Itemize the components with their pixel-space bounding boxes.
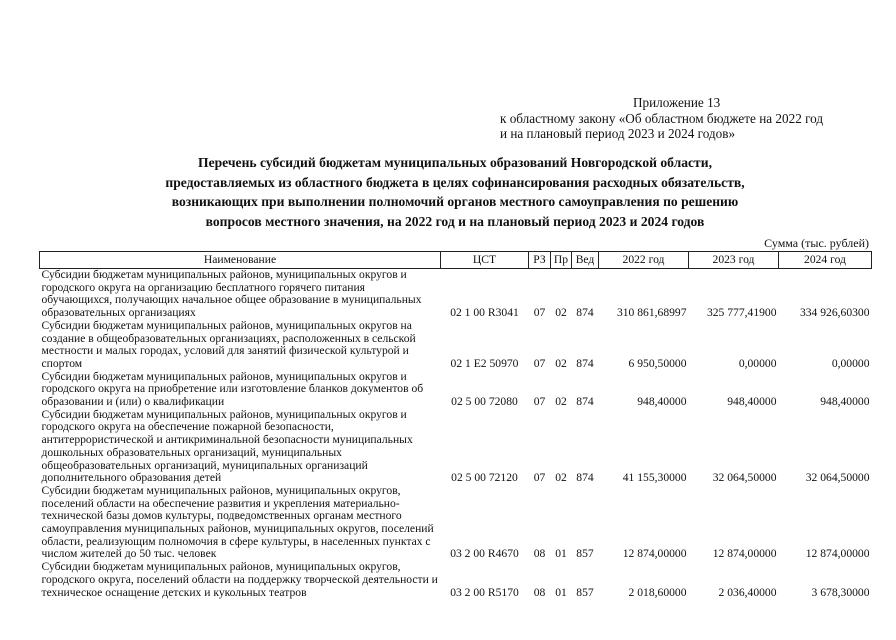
table-row bbox=[40, 485, 872, 561]
row-name: Субсидии бюджетам муниципальных районов, муниципальных округов на создание в общеобразовательных организациях, расположенных в сельской местности и малых городах, условий для занятий физической культурой и спортом bbox=[41, 318, 416, 370]
row-ved: 857 bbox=[576, 547, 594, 561]
appendix-period: и на плановый период 2023 и 2024 годов» bbox=[500, 126, 736, 141]
column-header-ved: Вед bbox=[572, 252, 599, 269]
column-header-2024: 2024 год bbox=[779, 252, 872, 269]
row-amount-2023: 0,00000 bbox=[738, 356, 777, 370]
row-amount-2022: 12 874,00000 bbox=[622, 547, 687, 561]
column-header-name: Наименование bbox=[40, 252, 441, 269]
row-amount-2024: 0,00000 bbox=[831, 356, 870, 370]
row-pr: 02 bbox=[555, 306, 567, 320]
table-header-row bbox=[40, 252, 872, 269]
row-pr: 02 bbox=[555, 356, 567, 370]
row-amount-2024: 32 064,50000 bbox=[805, 471, 870, 485]
row-pr: 02 bbox=[555, 395, 567, 409]
row-amount-2024: 948,40000 bbox=[820, 395, 870, 409]
row-amount-2023: 325 777,41900 bbox=[706, 306, 777, 320]
row-cst: 02 1 E2 50970 bbox=[450, 356, 519, 370]
row-amount-2022: 2 018,60000 bbox=[628, 585, 687, 599]
row-cst: 02 5 00 72120 bbox=[451, 471, 518, 485]
row-amount-2022: 6 950,50000 bbox=[628, 356, 687, 370]
row-amount-2023: 12 874,00000 bbox=[712, 547, 777, 561]
row-name: Субсидии бюджетам муниципальных районов, муниципальных округов, поселений области на обеспечение развития и укрепления материально-технической базы домов культуры, подведомственных органам местного самоуправления муниципальных районов, муниципальных округов, поселений области, реализующим полномочия в сфере культуры, в населенных пунктах с числом жителей до 50 тыс. человек bbox=[41, 483, 434, 561]
row-pr: 01 bbox=[555, 585, 567, 599]
row-name: Субсидии бюджетам муниципальных районов, муниципальных округов и городского округа на организацию бесплатного горячего питания обучающихся, получающих начальное общее образование в муниципальных образовательных организациях bbox=[41, 268, 422, 320]
row-ved: 874 bbox=[576, 306, 594, 320]
row-pr: 02 bbox=[555, 471, 567, 485]
subsidies-table bbox=[39, 251, 872, 599]
row-rz: 07 bbox=[533, 471, 546, 485]
column-header-cst: ЦСТ bbox=[441, 252, 529, 269]
row-cst: 02 1 00 R3041 bbox=[450, 306, 519, 320]
row-rz: 07 bbox=[533, 306, 546, 320]
appendix-header bbox=[500, 95, 880, 142]
units-label: Сумма (тыс. рублей) bbox=[764, 236, 869, 250]
row-ved: 874 bbox=[576, 471, 594, 485]
appendix-number: Приложение 13 bbox=[633, 95, 721, 110]
title-line: вопросов местного значения, на 2022 год и на плановый период 2023 и 2024 годов bbox=[205, 213, 705, 229]
table-row bbox=[40, 269, 872, 320]
row-pr: 01 bbox=[555, 547, 567, 561]
row-rz: 08 bbox=[533, 547, 546, 561]
row-rz: 07 bbox=[533, 395, 546, 409]
row-amount-2023: 948,40000 bbox=[727, 395, 777, 409]
column-header-pr: Пр bbox=[551, 252, 572, 269]
row-cst: 03 2 00 R5170 bbox=[450, 585, 519, 599]
row-amount-2024: 3 678,30000 bbox=[811, 585, 870, 599]
row-name: Субсидии бюджетам муниципальных районов, муниципальных округов и городского округа на приобретение или изготовление бланков документов об образовании и (или) о квалификации bbox=[41, 369, 424, 409]
row-cst: 02 5 00 72080 bbox=[451, 395, 518, 409]
row-cst: 03 2 00 R4670 bbox=[450, 547, 519, 561]
table-row bbox=[40, 409, 872, 485]
row-ved: 874 bbox=[576, 395, 594, 409]
row-amount-2023: 32 064,50000 bbox=[712, 471, 777, 485]
row-amount-2024: 12 874,00000 bbox=[805, 547, 870, 561]
column-header-2023: 2023 год bbox=[689, 252, 779, 269]
row-amount-2024: 334 926,60300 bbox=[799, 306, 870, 320]
row-name: Субсидии бюджетам муниципальных районов, муниципальных округов и городского округа на обеспечение пожарной безопасности, антитеррористической и антикриминальной безопасности муниципальных дошкольных образовательных организаций, муниципальных общеобразовательных организаций, муниципальных организаций дополнительного образования детей bbox=[41, 407, 413, 485]
document-title bbox=[40, 153, 870, 231]
table-row bbox=[40, 320, 872, 371]
row-rz: 08 bbox=[533, 585, 546, 599]
row-amount-2022: 41 155,30000 bbox=[622, 471, 687, 485]
title-line: возникающих при выполнении полномочий органов местного самоуправления по решению bbox=[171, 194, 739, 209]
table-row bbox=[40, 371, 872, 409]
appendix-law-reference: к областному закону «Об областном бюджете на 2022 год bbox=[500, 110, 824, 126]
title-line: предоставляемых из областного бюджета в целях софинансирования расходных обязательств, bbox=[165, 174, 745, 190]
row-amount-2022: 948,40000 bbox=[637, 395, 687, 409]
column-header-2022: 2022 год bbox=[599, 252, 689, 269]
row-rz: 07 bbox=[533, 356, 546, 370]
row-ved: 874 bbox=[576, 356, 594, 370]
table-row bbox=[40, 561, 872, 599]
row-amount-2023: 2 036,40000 bbox=[718, 585, 777, 599]
title-line: Перечень субсидий бюджетам муниципальных образований Новгородской области, bbox=[198, 155, 712, 170]
row-amount-2022: 310 861,68997 bbox=[616, 306, 687, 320]
row-ved: 857 bbox=[576, 585, 594, 599]
column-header-rz: РЗ bbox=[529, 252, 551, 269]
row-name: Субсидии бюджетам муниципальных районов, муниципальных округов, городского округа, поселений области на поддержку творческой деятельности и техническое оснащение детских и кукольных театров bbox=[41, 560, 438, 599]
